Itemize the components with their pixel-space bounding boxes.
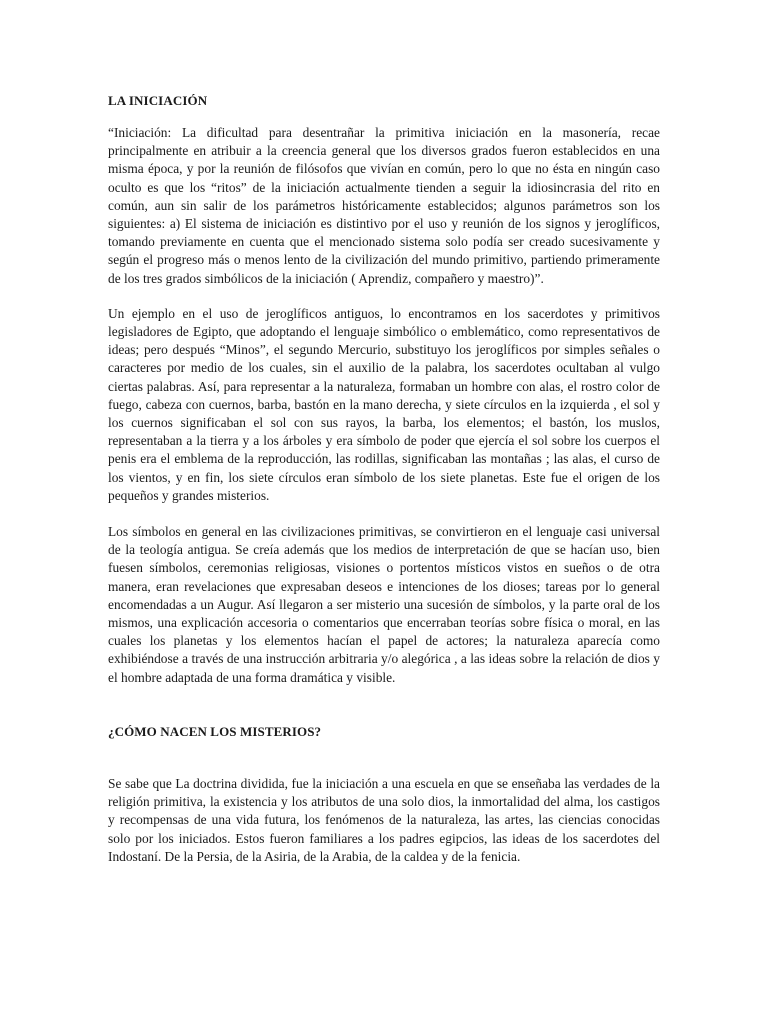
section-heading-la-iniciacion: LA INICIACIÓN — [108, 93, 208, 108]
section-heading-como-nacen-los-misterios: ¿CÓMO NACEN LOS MISTERIOS? — [108, 723, 322, 739]
paragraph-jeroglificos: Un ejemplo en el uso de jeroglíficos antiguos, lo encontramos en los sacerdotes y primitivos legisladores de Egipto, que adoptando el lenguaje simbólico o emblemático, como representativos de ideas; pero después “Minos”, el segundo Mercurio, substituyo los jeroglíficos por simples señales o caracteres por medio de los cuales, sin el auxilio de la palabra, los sacerdotes ocultaban al vulgo ciertas palabras. Así, para representar a la naturaleza, formaban un hombre con alas, el rostro color de fuego, cabeza con cuernos, barba, bastón en la mano derecha, y siete círculos en la izquierda , el sol y los cuernos significaban el sol con sus rayos, la barba, los elementos; el bastón, los muslos, representaban a la tierra y a los árboles y era símbolo de poder que ejercía el sol sobre los cuerpos el penis era el emblema de la reproducción, las rodillas, significaban las montañas ; las alas, el curso de los vientos, y en fin, los siete círculos eran símbolo de los siete planetas. Este fue el origen de los pequeños y grandes misterios. — [108, 305, 660, 503]
paragraph-doctrina: Se sabe que La doctrina dividida, fue la iniciación a una escuela en que se enseñaba las verdades de la religión primitiva, la existencia y los atributos de una solo dios, la inmortalidad del alma, los castigos y recompensas de una vida futura, los fenómenos de la naturaleza, las artes, las ciencias conocidas solo por los iniciados. Estos fueron familiares a los padres egipcios, las ideas de los sacerdotes del Indostaní. De la Persia, de la Asiria, de la Arabia, de la caldea y de la fenicia. — [108, 775, 660, 864]
paragraph-iniciacion-definition: “Iniciación: La dificultad para desentrañar la primitiva iniciación en la masonería, recae principalmente en atribuir a la creencia general que los diversos grados fueron establecidos en una misma época, y por la reunión de filósofos que vivían en común, pero lo que no ésta en ningún caso oculto es que los “ritos” de la iniciación actualmente tienden a seguir la idiosincrasia del rito en común, aun sin salir de los parámetros históricamente establecidos; algunos parámetros son los siguientes: a) El sistema de iniciación es distintivo por el uso y reunión de los signos y jeroglíficos, tomando previamente en cuenta que el mencionado sistema solo podía ser creado sucesivamente y según el progreso más o menos lento de la civilización del mundo primitivo, partiendo primeramente de los tres grados simbólicos de la iniciación ( Aprendiz, compañero y maestro)”. — [108, 125, 660, 286]
document-body — [108, 92, 660, 866]
paragraph-simbolos: Los símbolos en general en las civilizaciones primitivas, se convirtieron en el lenguaje casi universal de la teología antigua. Se creía además que los medios de interpretación de que se hacían uso, bien fuesen símbolos, ceremonias religiosas, visiones o portentos místicos vistos en sueños o de otra manera, eran revelaciones que expresaban deseos e intenciones de los dioses; tareas por lo general encomendadas a un Augur. Así llegaron a ser misterio una sucesión de símbolos, y la parte oral de los mismos, una explicación accesoria o comentarios que encerraban teorías sobre física o moral, en las cuales los planetas y los elementos hacían el papel de actores; la naturaleza aparecía como exhibiéndose a través de una instrucción arbitraria y/o alegórica , a las ideas sobre la relación de dios y el hombre adaptada de una forma dramática y visible. — [108, 524, 660, 685]
